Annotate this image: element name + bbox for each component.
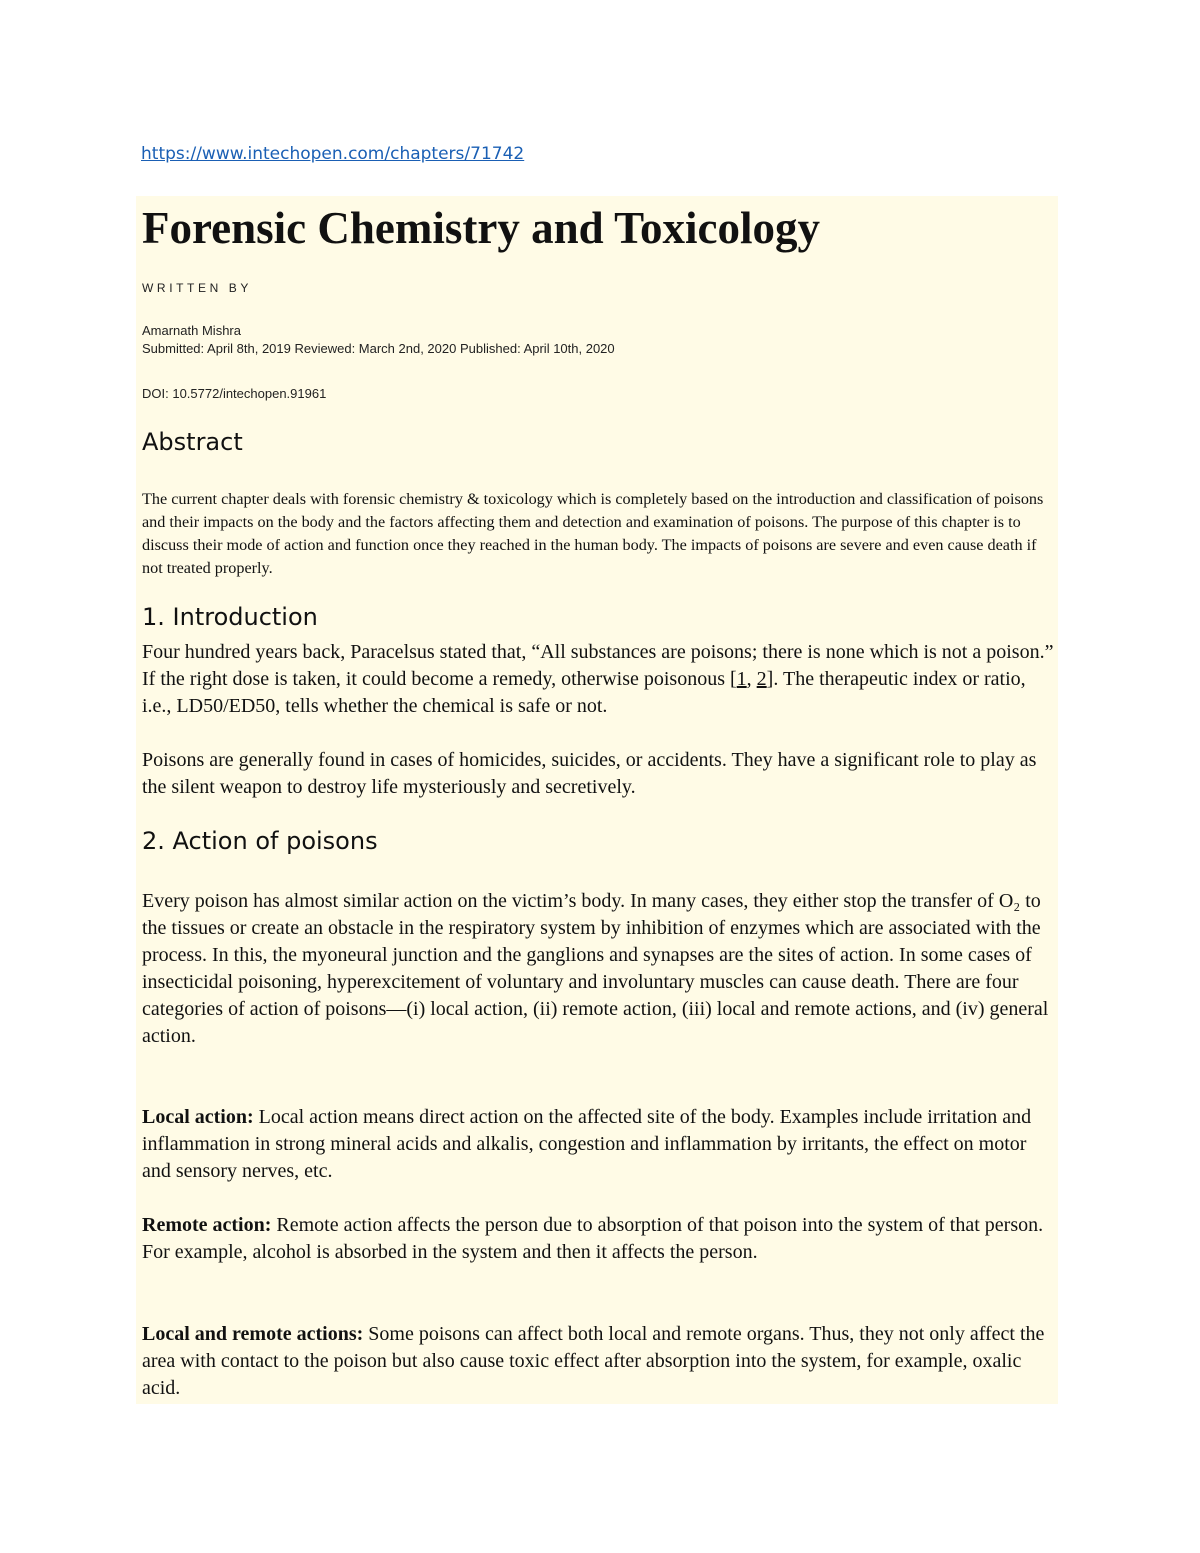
doi: DOI: 10.5772/intechopen.91961: [142, 386, 327, 401]
publication-dates: Submitted: April 8th, 2019 Reviewed: March 2nd, 2020 Published: April 10th, 2020: [142, 341, 615, 356]
introduction-paragraph-2: Poisons are generally found in cases of homicides, suicides, or accidents. They have a significant role to play as the silent weapon to destroy life mysteriously and secretively.: [142, 749, 1037, 798]
local-action-text: Local action means direct action on the affected site of the body. Examples include irritation and inflammation in strong mineral acids and alkalis, congestion and inflammation by irritants, the effect on motor and sensory nerves, etc.: [142, 1106, 1032, 1182]
action-paragraph: Every poison has almost similar action on the victim’s body. In many cases, they either stop the transfer of O₂ to the tissues or create an obstacle in the respiratory system by inhibition of enzymes which are associated with the process. In this, the myoneural junction and the ganglions and synapses are the sites of action. In some cases of insecticidal poisoning, hyperexcitement of voluntary and involuntary muscles can cause death. There are four categories of action of poisons—(i) local action, (ii) remote action, (iii) local and remote actions, and (iv) general action.: [142, 890, 1049, 1047]
source-url-link[interactable]: https://www.intechopen.com/chapters/71742: [141, 144, 525, 164]
intro-p1-text: Four hundred years back, Paracelsus stated that, “All substances are poisons; there is none which is not a poison.” If the right dose is taken, it could become a remedy, otherwise poisonous [: [142, 641, 1054, 690]
abstract-text: The current chapter deals with forensic chemistry & toxicology which is completely based on the introduction and classification of poisons and their impacts on the body and the factors affecting them and detection and examination of poisons. The purpose of this chapter is to discuss their mode of action and function once they reached in the human body. The impacts of poisons are severe and even cause death if not treated properly.: [142, 490, 1044, 577]
abstract-heading: Abstract: [142, 428, 243, 456]
introduction-heading: 1. Introduction: [142, 603, 318, 631]
action-of-poisons-heading: 2. Action of poisons: [142, 827, 378, 855]
local-remote-actions-text: Some poisons can affect both local and remote organs. Thus, they not only affect the area with contact to the poison but also cause toxic effect after absorption into the system, for example, oxalic acid.: [142, 1323, 1045, 1399]
local-action-paragraph: [142, 1104, 1057, 1185]
remote-action-paragraph: [142, 1212, 1057, 1266]
written-by-label: WRITTEN BY: [142, 281, 252, 295]
local-action-label: Local action:: [142, 1106, 254, 1128]
remote-action-label: Remote action:: [142, 1214, 272, 1236]
local-remote-actions-paragraph: [142, 1321, 1057, 1402]
article-title: Forensic Chemistry and Toxicology: [142, 203, 820, 253]
intro-p1-text-end: ]. The therapeutic index or ratio, i.e., LD50/ED50, tells whether the chemical is safe or not.: [142, 668, 1026, 717]
author-name: Amarnath Mishra: [142, 323, 241, 338]
local-remote-actions-label: Local and remote actions:: [142, 1323, 364, 1345]
reference-separator: ,: [746, 668, 757, 690]
reference-link-2[interactable]: 2: [756, 668, 767, 690]
remote-action-text: Remote action affects the person due to absorption of that poison into the system of that person. For example, alcohol is absorbed in the system and then it affects the person.: [142, 1214, 1044, 1263]
article-content: [136, 196, 1058, 1404]
reference-link-1[interactable]: 1: [736, 668, 747, 690]
introduction-paragraph-1: [142, 639, 1057, 720]
